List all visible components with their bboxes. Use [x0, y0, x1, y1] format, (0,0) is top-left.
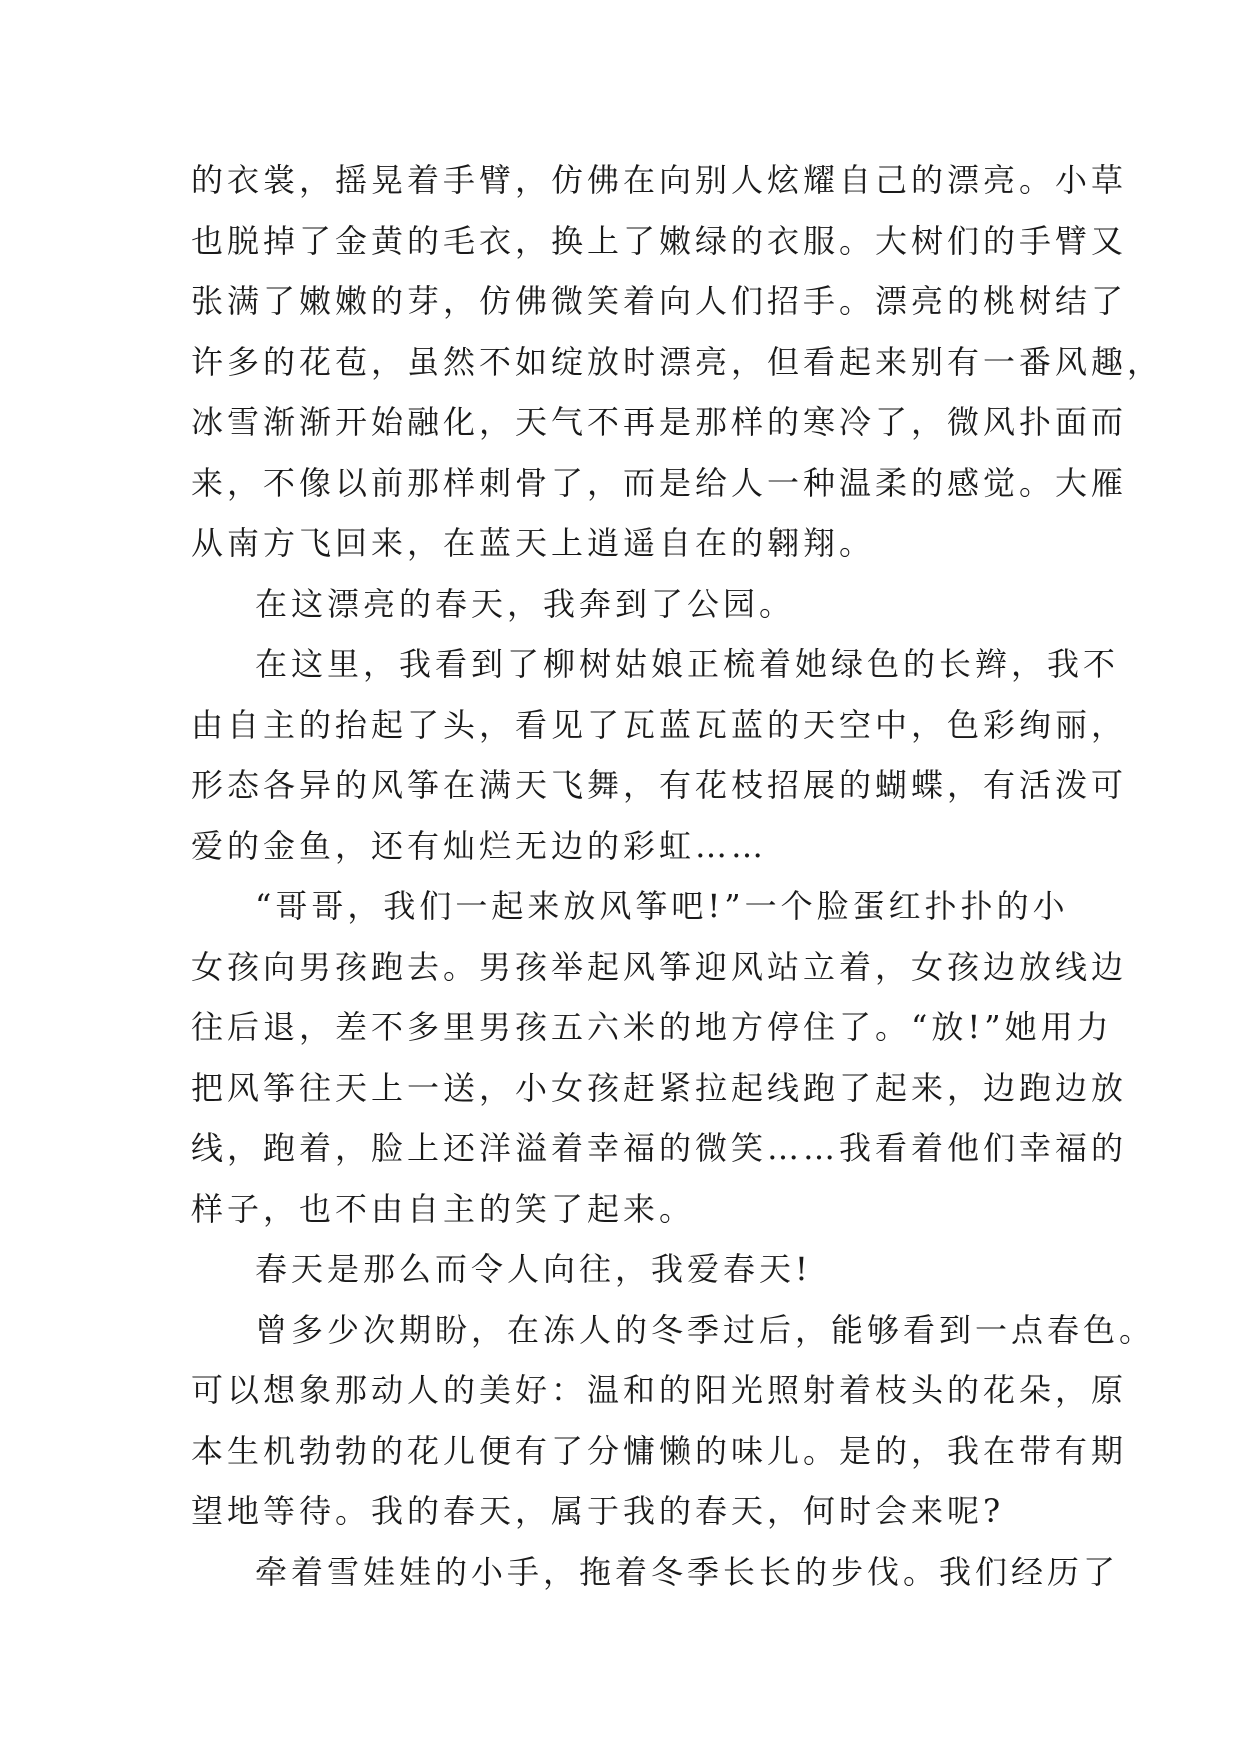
text-line: 线，跑着，脸上还洋溢着幸福的微笑……我看着他们幸福的: [191, 1129, 1128, 1167]
text-line: 本生机勃勃的花儿便有了分慵懒的味儿。是的，我在带有期: [191, 1431, 1128, 1470]
text-line: 把风筝往天上一送，小女孩赶紧拉起线跑了起来，边跑边放: [191, 1068, 1128, 1107]
text-line: 张满了嫩嫩的芽，仿佛微笑着向人们招手。漂亮的桃树结了: [191, 282, 1128, 320]
paragraph-first-line: 牵着雪娃娃的小手，拖着冬季长长的步伐。我们经历了: [255, 1552, 1120, 1591]
text-line: 形态各异的风筝在满天飞舞，有花枝招展的蝴蝶，有活泼可: [191, 766, 1128, 804]
text-line: 来，不像以前那样刺骨了，而是给人一种温柔的感觉。大雁: [191, 463, 1128, 502]
text-line: 样子，也不由自主的笑了起来。: [191, 1189, 696, 1228]
text-line: 可以想象那动人的美好：温和的阳光照射着枝头的花朵，原: [191, 1371, 1128, 1409]
text-line: 望地等待。我的春天，属于我的春天，何时会来呢?: [191, 1492, 1005, 1530]
text-line: 的衣裳，摇晃着手臂，仿佛在向别人炫耀自己的漂亮。小草: [191, 161, 1128, 199]
text-line: 从南方飞回来，在蓝天上逍遥自在的翱翔。: [191, 524, 876, 562]
document-body: [191, 150, 1164, 1602]
paragraph-first-line: 曾多少次期盼，在冻人的冬季过后，能够看到一点春色。: [255, 1310, 1156, 1349]
text-line: 许多的花苞，虽然不如绽放时漂亮，但看起来别有一番风趣，: [191, 342, 1164, 381]
text-line: 也脱掉了金黄的毛衣，换上了嫩绿的衣服。大树们的手臂又: [191, 221, 1128, 260]
text-line: 爱的金鱼，还有灿烂无边的彩虹……: [191, 826, 768, 865]
text-line: 冰雪渐渐开始融化，天气不再是那样的寒冷了，微风扑面而: [191, 403, 1128, 441]
text-line: 女孩向男孩跑去。男孩举起风筝迎风站立着，女孩边放线边: [191, 947, 1128, 986]
text-line: 往后退，差不多里男孩五六米的地方停住了。“放!”她用力: [191, 1008, 1113, 1046]
paragraph-first-line: “哥哥，我们一起来放风筝吧!”一个脸蛋红扑扑的小: [255, 887, 1069, 925]
paragraph-first-line: 在这漂亮的春天，我奔到了公园。: [255, 584, 796, 623]
text-line: 由自主的抬起了头，看见了瓦蓝瓦蓝的天空中，色彩绚丽，: [191, 705, 1128, 744]
paragraph-first-line: 在这里，我看到了柳树姑娘正梳着她绿色的长辫，我不: [255, 645, 1120, 683]
paragraph-first-line: 春天是那么而令人向往，我爱春天!: [255, 1250, 812, 1288]
